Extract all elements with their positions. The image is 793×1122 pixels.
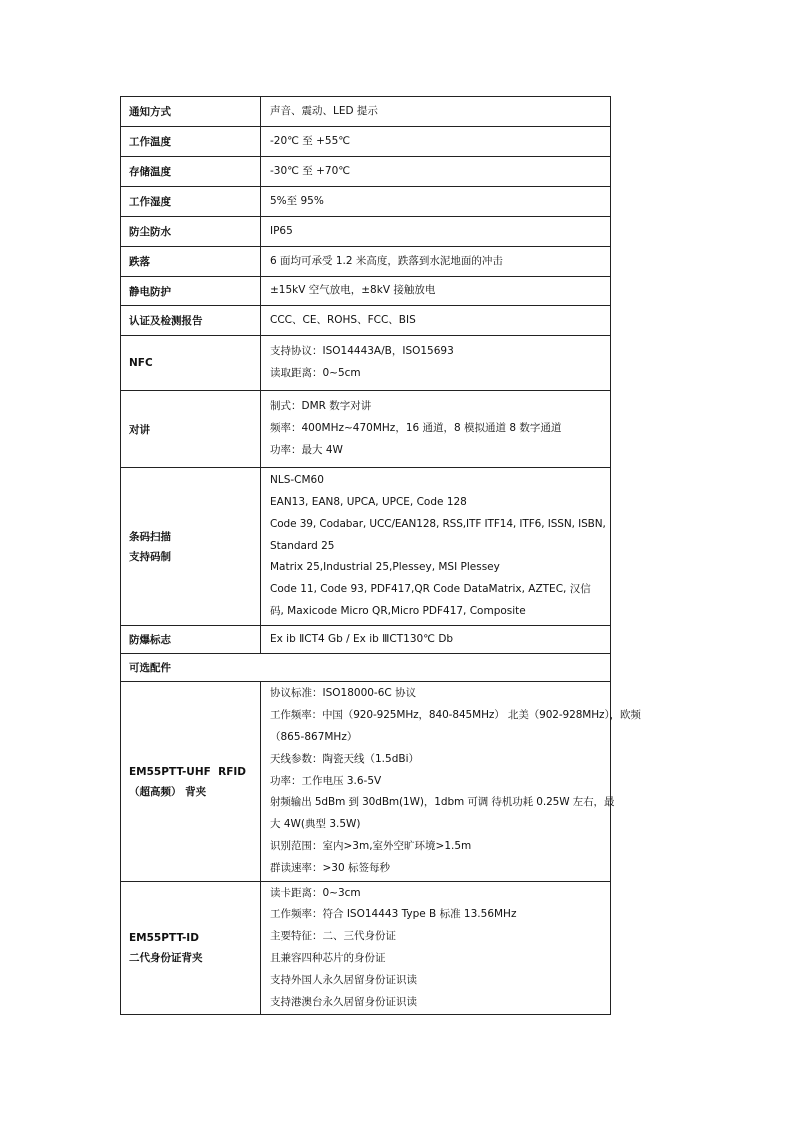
spec-label: 防尘防水: [121, 217, 261, 247]
spec-value: NLS-CM60 EAN13, EAN8, UPCA, UPCE, Code 128 Code 39, Codabar, UCC/EAN128, RSS,ITF ITF14, ITF6, ISSN, ISBN, Standard 25 Matrix 25,Industrial 25,Plessey, MSI Plessey Code 11, Code 93, PDF417,QR Code DataMatrix, AZTEC, 汉信 码, Maxicode Micro QR,Micro PDF417, Composite: [261, 468, 611, 626]
spec-value: -30℃ 至 +70℃: [261, 157, 611, 187]
spec-row: [121, 97, 611, 127]
accessory-label: EM55PTT-ID 二代身份证背夹: [121, 882, 261, 1015]
section-title: 可选配件: [121, 654, 611, 682]
spec-row: [121, 187, 611, 217]
spec-label: 防爆标志: [121, 626, 261, 654]
spec-value: CCC、CE、ROHS、FCC、BIS: [261, 306, 611, 336]
spec-label: 对讲: [121, 391, 261, 468]
spec-table: [120, 96, 641, 1015]
spec-label: 认证及检测报告: [121, 306, 261, 336]
spec-row: [121, 247, 611, 277]
spec-row: [121, 277, 611, 306]
spec-value: 支持协议：ISO14443A/B，ISO15693 读取距离：0~5cm: [261, 336, 611, 391]
accessory-label: EM55PTT-UHF RFID （超高频） 背夹: [121, 682, 261, 882]
spec-label: NFC: [121, 336, 261, 391]
spec-label: 工作温度: [121, 127, 261, 157]
spec-row: [121, 306, 611, 336]
spec-row: [121, 217, 611, 247]
accessory-row: [121, 682, 611, 882]
spec-label: 跌落: [121, 247, 261, 277]
section-header-row: [121, 654, 611, 682]
spec-row: [121, 468, 611, 626]
accessory-value: 读卡距离：0~3cm 工作频率：符合 ISO14443 Type B 标准 13.56MHz 主要特征：二、三代身份证 且兼容四种芯片的身份证 支持外国人永久居留身份证识读 支持港澳台永久居留身份证识读: [261, 882, 611, 1015]
spec-row: [121, 336, 611, 391]
spec-row: [121, 391, 611, 468]
accessory-row: [121, 882, 611, 1015]
spec-value: Ex ib ⅡCT4 Gb / Ex ib ⅢCT130℃ Db: [261, 626, 611, 654]
spec-label: 存储温度: [121, 157, 261, 187]
spec-value: 6 面均可承受 1.2 米高度，跌落到水泥地面的冲击: [261, 247, 611, 277]
spec-label: 通知方式: [121, 97, 261, 127]
spec-row: [121, 626, 611, 654]
spec-value: 制式：DMR 数字对讲 频率：400MHz~470MHz，16 通道，8 模拟通道 8 数字通道 功率：最大 4W: [261, 391, 611, 468]
spec-row: [121, 157, 611, 187]
spec-label: 条码扫描 支持码制: [121, 468, 261, 626]
spec-value: ±15kV 空气放电，±8kV 接触放电: [261, 277, 611, 306]
spec-row: [121, 127, 611, 157]
spec-value: -20℃ 至 +55℃: [261, 127, 611, 157]
spec-value: 声音、震动、LED 提示: [261, 97, 611, 127]
spec-label: 静电防护: [121, 277, 261, 306]
spec-label: 工作湿度: [121, 187, 261, 217]
accessory-value: 协议标准：ISO18000-6C 协议 工作频率：中国（920-925MHz，840-845MHz） 北美（902-928MHz），欧频 （865-867MHz） 天线参数：陶瓷天线（1.5dBi） 功率：工作电压 3.6-5V 射频输出 5dBm 到 30dBm(1W)，1dbm 可调 待机功耗 0.25W 左右，最 大 4W(典型 3.5W) 识别范围：室内>3m,室外空旷环境>1.5m 群读速率：>30 标签每秒: [261, 682, 611, 882]
spec-value: IP65: [261, 217, 611, 247]
spec-value: 5%至 95%: [261, 187, 611, 217]
